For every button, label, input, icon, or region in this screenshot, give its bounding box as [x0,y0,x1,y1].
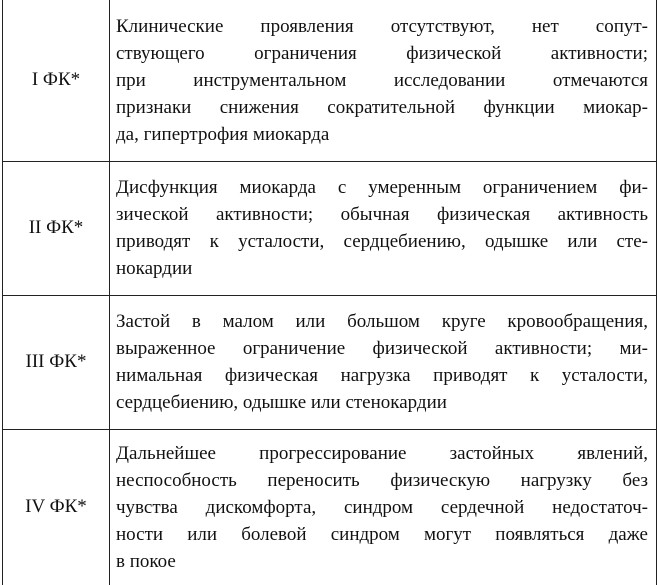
description-cell [110,0,657,161]
table-row-fc-4 [3,429,657,585]
description-cell [110,161,657,295]
description-line: ности или болевой синдром могут появляться даже [116,523,648,545]
description-line: в покое [116,550,176,572]
description-line: да, гипертрофия миокарда [116,123,330,145]
description-line: неспособность переносить физическую нагрузку без [116,469,648,491]
description-line: приводят к усталости, сердцебиению, одышке или сте- [116,231,648,252]
description-cell [110,429,657,585]
description-cell [110,295,657,429]
description-line: признаки снижения сократительной функции миокар- [116,96,648,118]
class-label-cell: III ФК* [3,295,110,429]
description-line: нимальная физическая нагрузка приводят к усталости, [116,365,648,386]
class-label-cell: II ФК* [3,161,110,295]
description-line: нокардии [116,258,193,279]
class-label-cell: IV ФК* [3,429,110,585]
table-row-fc-3 [3,295,657,429]
description-line: Дальнейшее прогрессирование застойных явлений, [116,442,648,464]
functional-class-table [2,0,657,585]
description-line: Клинические проявления отсутствуют, нет сопут- [116,15,648,37]
description-line: Дисфункция миокарда с умеренным ограничением фи- [116,177,648,198]
table-row-fc-2 [3,161,657,295]
class-label-cell: I ФК* [3,0,110,161]
description-line: сердцебиению, одышке или стенокардии [116,392,447,413]
description-line: ствующего ограничения физической активности; [116,42,648,64]
table-row-fc-1 [3,0,657,161]
description-line: выраженное ограничение физической активности; ми- [116,338,648,359]
description-line: зической активности; обычная физическая активность [116,204,648,225]
description-line: Застой в малом или большом круге кровообращения, [116,311,648,332]
description-line: чувства дискомфорта, синдром сердечной недостаточ- [116,496,648,518]
description-line: при инструментальном исследовании отмечаются [116,69,648,91]
